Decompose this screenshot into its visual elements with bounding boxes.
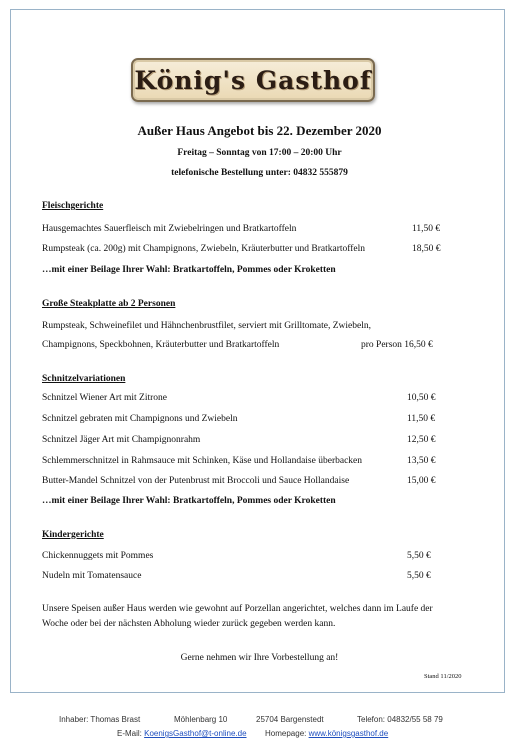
footer-email-row	[117, 729, 247, 738]
porcelain-note-line1: Unsere Speisen außer Haus werden wie gewohnt auf Porzellan angerichtet, welches dann im Laufe der	[42, 604, 433, 614]
footer-homepage-label: Homepage:	[265, 729, 307, 738]
section-heading-kinder: Kindergerichte	[42, 530, 104, 540]
footer-phone: Telefon: 04832/55 58 79	[357, 715, 443, 724]
side-dish-note: …mit einer Beilage Ihrer Wahl: Bratkartoffeln, Pommes oder Kroketten	[42, 496, 336, 506]
steak-description-line2: Champignons, Speckbohnen, Kräuterbutter und Bratkartoffeln	[42, 340, 280, 350]
menu-item-price: 13,50 €	[407, 456, 436, 466]
menu-item-price: 5,50 €	[407, 551, 431, 561]
menu-item-name: Schnitzel Wiener Art mit Zitrone	[42, 393, 168, 403]
footer-street: Möhlenbarg 10	[174, 715, 228, 724]
menu-item-price: 12,50 €	[407, 435, 436, 445]
section-heading-steak: Große Steakplatte ab 2 Personen	[42, 299, 176, 309]
porcelain-note-line2: Woche oder bei der nächsten Abholung wieder zurück gegeben werden kann.	[42, 619, 336, 629]
footer-email-label: E-Mail:	[117, 729, 142, 738]
closing-line: Gerne nehmen wir Ihre Vorbestellung an!	[180, 653, 339, 663]
menu-item-name: Nudeln mit Tomatensauce	[42, 571, 142, 581]
opening-hours: Freitag – Sonntag von 17:00 – 20:00 Uhr	[177, 148, 342, 158]
menu-item-price: 18,50 €	[412, 244, 441, 254]
menu-item-name: Schnitzel gebraten mit Champignons und Zwiebeln	[42, 414, 238, 424]
restaurant-logo	[131, 58, 375, 102]
side-dish-note: …mit einer Beilage Ihrer Wahl: Bratkartoffeln, Pommes oder Kroketten	[42, 265, 336, 275]
menu-item-price: 10,50 €	[407, 393, 436, 403]
menu-item-price: 5,50 €	[407, 571, 431, 581]
footer-homepage-row	[265, 729, 388, 738]
menu-item-name: Schlemmerschnitzel in Rahmsauce mit Schinken, Käse und Hollandaise überbacken	[42, 456, 363, 466]
steak-description-line1: Rumpsteak, Schweinefilet und Hähnchenbrustfilet, serviert mit Grilltomate, Zwiebeln,	[42, 321, 371, 331]
section-heading-schnitzel: Schnitzelvariationen	[42, 374, 126, 384]
footer-city: 25704 Bargenstedt	[256, 715, 324, 724]
stand-date: Stand 11/2020	[424, 673, 462, 680]
menu-item-name: Hausgemachtes Sauerfleisch mit Zwiebelringen und Bratkartoffeln	[42, 224, 297, 234]
menu-item-name: Schnitzel Jäger Art mit Champignonrahm	[42, 435, 201, 445]
menu-item-price: 11,50 €	[412, 224, 441, 234]
steak-price: pro Person 16,50 €	[361, 340, 433, 350]
offer-title: Außer Haus Angebot bis 22. Dezember 2020	[137, 123, 382, 138]
menu-item-name: Butter-Mandel Schnitzel von der Putenbrust mit Broccoli und Sauce Hollandaise	[42, 476, 350, 486]
menu-item-price: 15,00 €	[407, 476, 436, 486]
footer-owner: Inhaber: Thomas Brast	[59, 715, 141, 724]
page-border	[10, 9, 505, 693]
logo-text: König's Gasthof	[134, 65, 372, 95]
email-link[interactable]: KoenigsGasthof@t-online.de	[144, 729, 247, 738]
menu-item-name: Chickennuggets mit Pommes	[42, 551, 154, 561]
menu-item-price: 11,50 €	[407, 414, 436, 424]
homepage-link[interactable]: www.königsgasthof.de	[308, 729, 389, 738]
section-heading-fleisch: Fleischgerichte	[42, 201, 104, 211]
phone-order: telefonische Bestellung unter: 04832 555879	[171, 168, 348, 178]
menu-item-name: Rumpsteak (ca. 200g) mit Champignons, Zwiebeln, Kräuterbutter und Bratkartoffeln	[42, 244, 366, 254]
